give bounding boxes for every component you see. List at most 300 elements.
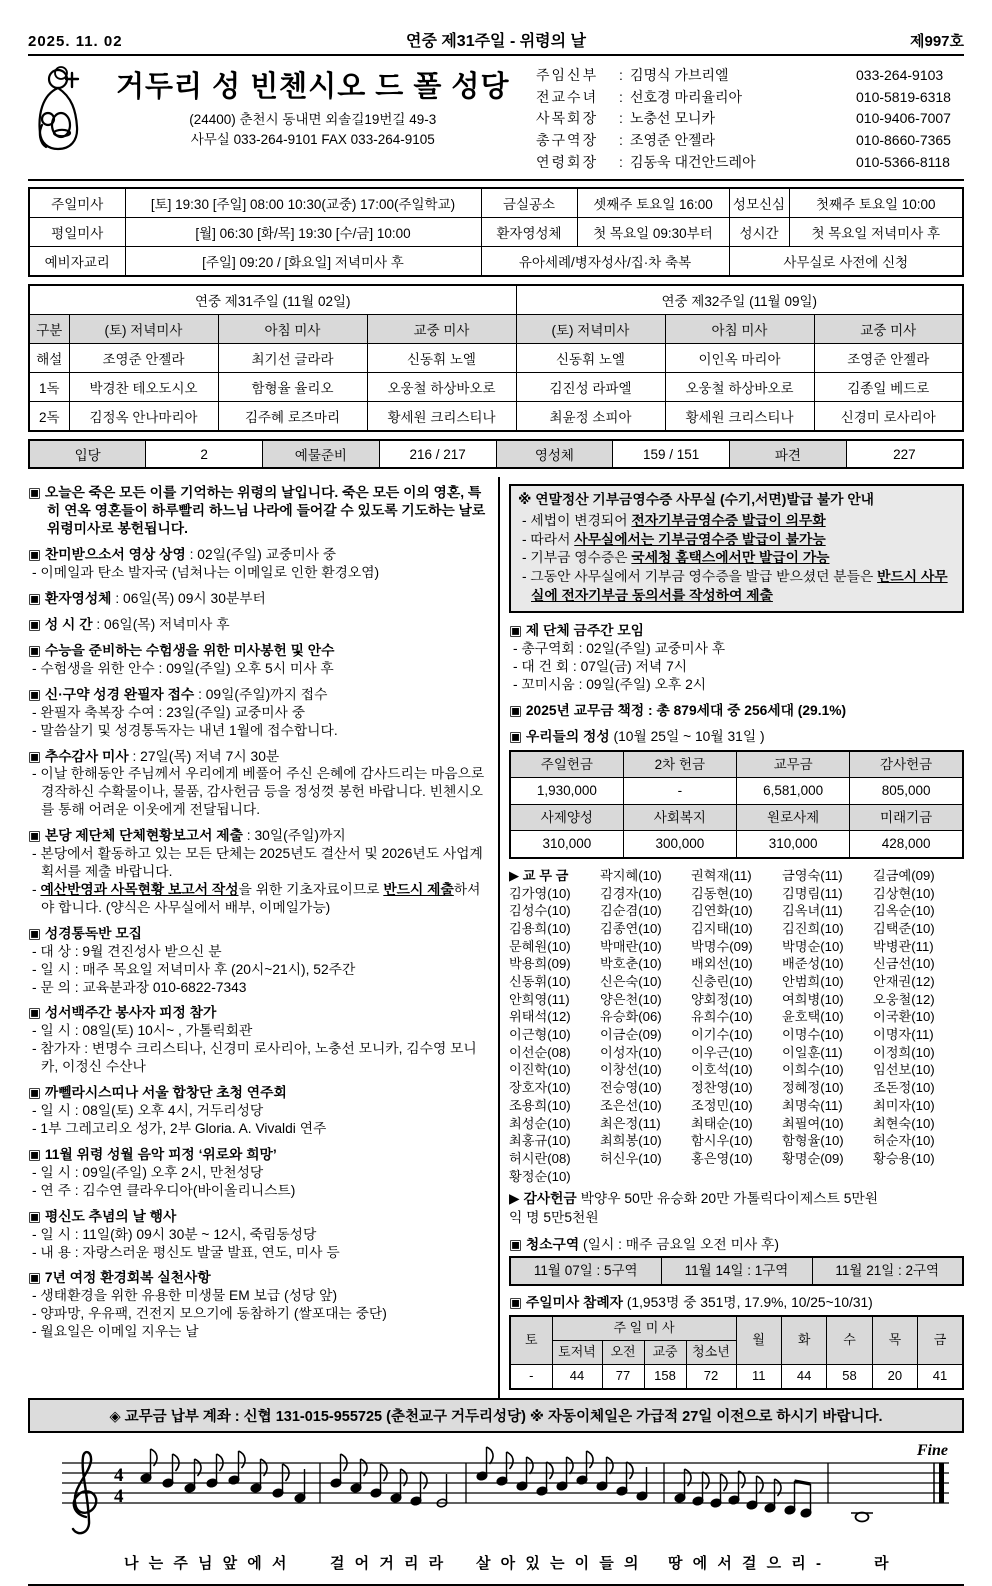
text-run: : 06일(목) 09시 30분부터 (111, 591, 266, 607)
donor-name: 황정순(10) (509, 1168, 571, 1184)
bulletin-section (28, 546, 490, 582)
section-heading (28, 1208, 490, 1226)
donor-name: 김명림(11) (782, 885, 843, 901)
right-column (498, 477, 964, 1397)
table-row (29, 402, 963, 432)
text-run: ▣ 제 단체 금주간 모임 (509, 623, 644, 639)
offering-header: 사회복지 (623, 804, 736, 831)
text-run: - (32, 881, 41, 897)
donor-name: 조정민(10) (691, 1097, 753, 1113)
church-address: (24400) 춘천시 동내면 외솔길19번길 49-3 (189, 112, 437, 127)
donor-name: 이일훈(11) (782, 1044, 843, 1060)
attendance-count: 158 (644, 1364, 686, 1388)
donor-name: 김옥순(10) (873, 903, 935, 919)
donor-name: 이정희(10) (873, 1044, 935, 1060)
weekly-meetings-section (509, 622, 964, 694)
donor-name: 허신우(10) (600, 1150, 662, 1166)
thanks-line: 익 명 5만5천원 (509, 1209, 599, 1225)
role-person: 이인옥 마리아 (665, 344, 814, 373)
donor-name: 최현숙(10) (873, 1115, 935, 1131)
donor-name: 이창선(10) (600, 1062, 662, 1078)
donor-name: 함시우(10) (691, 1133, 753, 1149)
lyric-group: 땅 에 서 걸 으 리 - (668, 1554, 824, 1572)
role-person: 김진성 라파엘 (516, 373, 665, 402)
donor-name: 이국환(10) (873, 1009, 935, 1025)
contact-person: 노충선 모니카 (630, 110, 716, 127)
role-person: 조영준 안젤라 (69, 344, 218, 373)
donor-name: 안범희(10) (782, 974, 844, 990)
donor-name: 여희병(10) (782, 991, 844, 1007)
contact-sep: : (619, 88, 623, 105)
text-run: - 기부금 영수증은 (522, 550, 632, 566)
donor-name: 박호춘(10) (600, 956, 662, 972)
donor-name: 이기수(10) (691, 1027, 753, 1043)
role-label: 1독 (29, 373, 69, 402)
donor-name: 배준성(10) (782, 956, 844, 972)
donor-name: 김옥녀(11) (782, 903, 843, 919)
donor-name: 안희영(11) (509, 991, 570, 1007)
text-run: (10월 25일 ~ 10월 31일 ) (609, 728, 765, 744)
schedule-value: 사무실로 사전에 신청 (729, 247, 963, 277)
contact-row (536, 152, 964, 174)
donor-name: 이금순(09) (600, 1027, 662, 1043)
text-run: - 따라서 (522, 531, 575, 547)
offering-header: 사제양성 (510, 804, 623, 831)
contact-person: 조영준 안젤라 (630, 132, 716, 149)
schedule-value: 첫 목요일 저녁미사 후 (789, 218, 963, 247)
mass-schedule-table (28, 187, 964, 277)
role-person: 최윤정 소피아 (516, 402, 665, 432)
tax-receipt-notice-box (509, 484, 964, 613)
donor-name: 유희수(10) (691, 1009, 753, 1025)
attendance-table (509, 1315, 964, 1390)
role-person: 최기선 글라라 (218, 344, 367, 373)
attendance-header: 월 (736, 1316, 781, 1364)
donor-name: 박병관(11) (873, 938, 934, 954)
section-line: - 완필자 축복장 수여 : 23일(주일) 교중미사 중 (32, 704, 306, 720)
donor-name: 김순겸(10) (600, 903, 662, 919)
meeting-line: - 꼬미시움 : 09일(주일) 오후 2시 (513, 676, 707, 692)
donor-list-label: ▶ 교 무 금 (509, 867, 569, 883)
cleaning-table (509, 1256, 964, 1286)
role-person: 김종일 베드로 (814, 373, 963, 402)
lyric-group: 나 는 주 님 앞 에 서 (124, 1554, 290, 1572)
contact-role: 사목회장 (536, 110, 599, 127)
bulletin-section (28, 1004, 490, 1076)
section-line: - 양파망, 우유팩, 건전지 모으기에 동참하기 (쌀포대는 중단) (32, 1306, 387, 1322)
attendance-count: 41 (918, 1364, 963, 1388)
contact-row (536, 87, 964, 109)
donor-name: 신충린(10) (691, 974, 753, 990)
column-header: 아침 미사 (218, 315, 367, 344)
text-run: ▣ 7년 여정 환경회복 실천사항 (28, 1270, 211, 1286)
cleaning-section (509, 1236, 964, 1286)
bulletin-section (28, 616, 490, 634)
text-run: ▣ 청소구역 (509, 1236, 580, 1252)
contact-role: 전교수녀 (536, 88, 599, 105)
notice-line (518, 531, 955, 550)
section-line: - 수험생을 위한 안수 : 09일(주일) 오후 5시 미사 후 (32, 660, 334, 676)
section-heading (509, 1294, 964, 1312)
donor-name: 김택준(10) (873, 920, 935, 936)
donor-name: 김용희(10) (509, 920, 571, 936)
role-person: 김주혜 로즈마리 (218, 402, 367, 432)
church-header (28, 56, 964, 181)
table-row (29, 188, 963, 218)
offering-amount: 6,581,000 (737, 778, 850, 805)
pledge-section (509, 702, 964, 720)
donor-name: 임선보(10) (873, 1062, 935, 1078)
donor-name: 이선순(08) (509, 1044, 571, 1060)
text-run: (1,953명 중 351명, 17.9%, 10/25~10/31) (623, 1295, 873, 1310)
section-line: - 참가자 : 변명수 크리스티나, 신경미 로사리아, 노충선 모니카, 김수영 모니카, 이정신 수산나 (32, 1041, 477, 1075)
attendance-count: 11 (736, 1364, 781, 1388)
week-title: 연중 제31주일 (11월 02일) (29, 285, 516, 315)
donor-name: 최명숙(11) (782, 1097, 843, 1113)
notice-line (518, 512, 955, 531)
bulletin-section (28, 1084, 490, 1138)
text-run: 반드시 사무실에 전자기부금 동의서를 작성하여 제출 (531, 568, 948, 603)
hymn-label: 영성체 (496, 440, 613, 468)
attendance-header: 수 (827, 1316, 872, 1364)
schedule-value: [주일] 09:20 / [화요일] 저녁미사 후 (125, 247, 481, 277)
offering-amount: 310,000 (737, 831, 850, 858)
donor-name: 전승영(10) (600, 1080, 662, 1096)
column-header: 교중 미사 (367, 315, 516, 344)
donor-name: 위태석(12) (509, 1009, 571, 1025)
section-line (28, 881, 490, 917)
contact-row (536, 65, 964, 87)
section-heading (28, 590, 490, 608)
text-run: - 세법이 변경되어 (522, 513, 632, 529)
schedule-value: [월] 06:30 [화/목] 19:30 [수/금] 10:00 (125, 218, 481, 247)
issue-number: 제997호 (909, 33, 964, 50)
role-person: 조영준 안젤라 (814, 344, 963, 373)
column-header: 구분 (29, 315, 69, 344)
role-person: 오웅철 하상바오로 (367, 373, 516, 402)
section-heading (28, 748, 490, 766)
text-run: ▣ 평신도 추념의 날 행사 (28, 1208, 177, 1224)
text-run: ▣ 성 시 간 (28, 616, 93, 632)
table-row (29, 218, 963, 247)
offering-amount: - (623, 778, 736, 805)
donor-name: 홍은영(10) (691, 1150, 753, 1166)
offering-table (509, 750, 964, 859)
donor-name: 조돈정(10) (873, 1080, 935, 1096)
notice-lines (518, 512, 955, 605)
text-run: (일시 : 매주 금요일 오전 미사 후) (579, 1236, 779, 1252)
donor-name: 최태순(10) (691, 1115, 753, 1131)
contact-list (536, 63, 964, 173)
donor-name: 양은천(10) (600, 991, 662, 1007)
hymn-lyrics (28, 1552, 964, 1574)
contact-row (536, 108, 964, 130)
donor-name: 최미자(10) (873, 1097, 935, 1113)
section-heading (28, 642, 490, 660)
table-row (510, 1257, 963, 1285)
schedule-label: 성시간 (729, 218, 789, 247)
section-heading (509, 702, 964, 720)
contact-role: 총구역장 (536, 132, 599, 149)
text-run: - 그동안 사무실에서 기부금 영수증을 발급 받으셨던 분들은 (522, 568, 878, 584)
donor-name: 김경자(10) (600, 885, 662, 901)
section-heading (28, 1004, 490, 1022)
section-line: - 일 시 : 08일(토) 10시~ , 가톨릭회관 (32, 1023, 253, 1039)
thanks-label: ▶ 감사헌금 (509, 1191, 577, 1207)
section-line: - 이날 한해동안 주님께서 우리에게 베풀어 주신 은혜에 감사드리는 마음으로 경작하신 수확물이나, 물품, 감사헌금 등을 정성껏 봉헌 바랍니다. 빈첸시오를 통해 어려운 이웃에게 전달됩니다. (32, 766, 485, 818)
section-line: - 월요일은 이메일 지우는 날 (32, 1324, 199, 1340)
text-run: : 30일(주일)까지 (242, 828, 346, 844)
table-row (29, 315, 963, 344)
offering-amount: 805,000 (850, 778, 963, 805)
offering-header: 교무금 (737, 751, 850, 778)
donor-name: 유승화(06) (600, 1009, 662, 1025)
schedule-value: [토] 19:30 [주일] 08:00 10:30(교중) 17:00(주일학교) (125, 188, 481, 218)
donor-name: 양회정(10) (691, 991, 753, 1007)
text-run: : 09일(주일)까지 접수 (194, 686, 328, 702)
donor-name: 허순자(10) (873, 1133, 935, 1149)
column-header: 아침 미사 (665, 315, 814, 344)
section-line: - 생태환경을 위한 유용한 미생물 EM 보급 (성당 앞) (32, 1288, 338, 1304)
offering-amount: 300,000 (623, 831, 736, 858)
role-label: 2독 (29, 402, 69, 432)
bulletin-section (28, 748, 490, 820)
role-person: 박경찬 테오도시오 (69, 373, 218, 402)
contact-phone: 010-5366-8118 (856, 153, 950, 170)
donor-name: 김지태(10) (691, 920, 753, 936)
section-heading (28, 925, 490, 943)
text-run: 전자기부금영수증 발급이 의무화 (631, 513, 826, 529)
table-row (29, 344, 963, 373)
text-run: 사무실에서는 기부금영수증 발급이 불가능 (574, 531, 826, 547)
table-row (510, 831, 963, 858)
donor-name: 조은선(10) (600, 1097, 662, 1113)
donor-name: 최성순(10) (509, 1115, 571, 1131)
donor-name: 장호자(10) (509, 1080, 571, 1096)
schedule-label: 성모신심 (729, 188, 789, 218)
hymn-label: 입당 (29, 440, 146, 468)
donor-name: 안재권(12) (873, 974, 935, 990)
donor-name: 이호석(10) (691, 1062, 753, 1078)
donor-name: 김진희(10) (782, 920, 844, 936)
text-run: ▣ 우리들의 정성 (509, 728, 610, 744)
hymn-number: 2 (146, 440, 263, 468)
offering-amount: 1,930,000 (510, 778, 623, 805)
donor-name: 이명자(11) (873, 1027, 934, 1043)
attendance-count: 58 (827, 1364, 872, 1388)
donor-name: 박명순(10) (782, 938, 844, 954)
text-run: 국세청 홈택스에서만 발급이 가능 (631, 550, 830, 566)
attendance-header: 화 (781, 1316, 826, 1364)
donor-name: 오웅철(12) (873, 991, 935, 1007)
offering-amount: 428,000 (850, 831, 963, 858)
attendance-header: 목 (872, 1316, 917, 1364)
contact-sep: : (619, 110, 623, 127)
contact-role: 주임신부 (536, 67, 599, 83)
text-run: ▣ 2025년 교무금 책정 : 총 879세대 중 256세대 (29.1%) (509, 702, 847, 718)
cleaning-cell: 11월 21일 : 2구역 (812, 1257, 963, 1285)
donor-name: 문혜원(10) (509, 938, 571, 954)
offering-section (509, 728, 964, 859)
contact-person: 선호경 마리율리아 (630, 88, 743, 105)
section-heading (28, 484, 490, 538)
role-label: 해설 (29, 344, 69, 373)
section-line: - 내 용 : 자랑스러운 평신도 발굴 발표, 연도, 미사 등 (32, 1244, 340, 1260)
donor-name: 김동현(10) (691, 885, 753, 901)
attendance-header: 주 일 미 사 (552, 1316, 736, 1340)
donor-name: 권혁재(11) (691, 867, 752, 883)
contact-phone: 010-8660-7365 (856, 132, 951, 149)
section-heading (28, 1146, 490, 1164)
donor-name: 황명순(09) (782, 1150, 844, 1166)
column-header: 교중 미사 (814, 315, 963, 344)
bulletin-section (28, 1269, 490, 1341)
section-line: - 일 시 : 11일(화) 09시 30분 ~ 12시, 죽림동성당 (32, 1226, 317, 1242)
music-notes (140, 1447, 944, 1522)
donor-name: 윤호택(10) (782, 1009, 844, 1025)
donor-name: 이우근(10) (691, 1044, 753, 1060)
thanks-offering (509, 1190, 964, 1227)
meeting-line: - 대 건 회 : 07일(금) 저녁 7시 (513, 659, 688, 675)
text-run: ▣ 추수감사 미사 (28, 748, 129, 764)
bulletin-section (28, 1146, 490, 1200)
donor-name: 김종연(10) (600, 920, 662, 936)
section-line: - 1부 그레고리오 성가, 2부 Gloria. A. Vivaldi 연주 (32, 1121, 327, 1137)
section-heading (509, 728, 964, 746)
schedule-value: 셋째주 토요일 16:00 (577, 188, 729, 218)
offering-header: 감사헌금 (850, 751, 963, 778)
bulletin-section (28, 1208, 490, 1262)
page-title: 연중 제31주일 - 위령의 날 (405, 33, 586, 50)
donor-name: 함형율(10) (782, 1133, 844, 1149)
pledge-donor-list (509, 867, 964, 1185)
hymn-label: 예물준비 (263, 440, 380, 468)
table-row (510, 751, 963, 778)
section-line: - 이메일과 탄소 발자국 (넘쳐나는 이메일로 인한 환경오염) (32, 565, 380, 581)
left-column (28, 477, 498, 1397)
lyric-group: 라 (874, 1554, 892, 1572)
donor-name: 김가영(10) (509, 885, 571, 901)
table-row (510, 778, 963, 805)
bulletin-section (28, 827, 490, 917)
donor-name: 허시란(08) (509, 1150, 571, 1166)
meeting-lines (509, 640, 964, 694)
hymn-number: 159 / 151 (613, 440, 730, 468)
table-row (29, 247, 963, 277)
donor-name: 길금예(09) (873, 867, 935, 883)
text-run: 을 위한 기초자료이므로 (238, 881, 384, 897)
attendance-subheader: 토저녁 (552, 1340, 602, 1364)
role-person: 황세원 크리스티나 (665, 402, 814, 432)
contact-row (536, 130, 964, 152)
table-row (510, 804, 963, 831)
lyric-group: 살 아 있 는 이 들 의 (476, 1554, 642, 1572)
donor-name: 박명수(09) (691, 938, 753, 954)
text-run: ▣ 본당 제단체 단체현황보고서 제출 (28, 828, 243, 844)
donor-name: 곽지혜(10) (600, 867, 662, 883)
section-heading (28, 686, 490, 704)
text-run: ▣ 신·구약 성경 완필자 접수 (28, 686, 195, 702)
text-run: ▣ 환자영성체 (28, 591, 112, 607)
donor-name: 신금선(10) (873, 956, 935, 972)
table-row (29, 373, 963, 402)
cleaning-cell: 11월 07일 : 5구역 (510, 1257, 661, 1285)
attendance-header: 금 (918, 1316, 963, 1364)
bulletin-section (28, 590, 490, 608)
church-office-phone: 사무실 033-264-9101 FAX 033-264-9105 (190, 132, 435, 148)
section-line: - 일 시 : 08일(토) 오후 4시, 거두리성당 (32, 1103, 264, 1119)
schedule-label: 환자영성체 (481, 218, 577, 247)
donor-name: 정혜정(10) (782, 1080, 844, 1096)
text-run: : 27일(목) 저녁 7시 30분 (128, 748, 280, 764)
role-person: 신동휘 노엘 (367, 344, 516, 373)
contact-phone: 010-9406-7007 (856, 110, 951, 127)
role-person: 신동휘 노엘 (516, 344, 665, 373)
attendance-count: - (510, 1364, 552, 1388)
contact-phone: 033-264-9103 (856, 67, 944, 83)
role-person: 오웅철 하상바오로 (665, 373, 814, 402)
hymn-label: 파견 (730, 440, 847, 468)
attendance-subheader: 오전 (602, 1340, 644, 1364)
hymn-number: 216 / 217 (379, 440, 496, 468)
schedule-value: 첫 목요일 09:30부터 (577, 218, 729, 247)
attendance-subheader: 교중 (644, 1340, 686, 1364)
hymn-number: 227 (846, 440, 963, 468)
bulletin-section (28, 925, 490, 997)
issue-date: 2025. 11. 02 (28, 33, 123, 50)
text-run: ▣ 수능을 준비하는 수험생을 위한 미사봉헌 및 안수 (28, 642, 335, 658)
contact-role: 연령회장 (536, 153, 599, 170)
column-header: (토) 저녁미사 (69, 315, 218, 344)
donor-name: 이근형(10) (509, 1027, 571, 1043)
table-row (29, 440, 963, 468)
schedule-label: 주일미사 (29, 188, 125, 218)
schedule-label: 평일미사 (29, 218, 125, 247)
notice-line (518, 549, 955, 568)
table-row (29, 285, 963, 315)
donor-name: 신동휘(10) (509, 974, 571, 990)
offering-header: 미래기금 (850, 804, 963, 831)
donor-name: 이성자(10) (600, 1044, 662, 1060)
table-row (510, 1364, 963, 1388)
donor-name: 박매란(10) (600, 938, 662, 954)
church-logo-icon (28, 63, 108, 153)
section-heading (509, 622, 964, 640)
schedule-value: 첫째주 토요일 10:00 (789, 188, 963, 218)
meeting-line: - 총구역회 : 02일(주일) 교중미사 후 (513, 641, 726, 657)
contact-person: 김명식 가브리엘 (630, 67, 729, 83)
text-run: : 06일(목) 저녁미사 후 (92, 616, 230, 632)
donor-name: 박용희(09) (509, 956, 571, 972)
notice-title: ※ 연말정산 기부금영수증 사무실 (수기,서면)발급 불가 안내 (518, 492, 874, 508)
attendance-count: 77 (602, 1364, 644, 1388)
contact-sep: : (619, 67, 623, 83)
section-heading (28, 616, 490, 634)
contact-phone: 010-5819-6318 (856, 88, 951, 105)
section-line: - 문 의 : 교육분과장 010-6822-7343 (32, 979, 247, 995)
donor-name: 이명수(10) (782, 1027, 844, 1043)
column-header: (토) 저녁미사 (516, 315, 665, 344)
lyric-group: 걸 어 거 리 라 (330, 1554, 447, 1572)
donor-name: 조용희(10) (509, 1097, 571, 1113)
section-line: - 일 시 : 09일(주일) 오후 2시, 만천성당 (32, 1164, 264, 1180)
bulletin-section (28, 484, 490, 538)
section-line: - 대 상 : 9월 견진성사 받으신 분 (32, 943, 222, 959)
role-person: 함형율 율리오 (218, 373, 367, 402)
offering-amount: 310,000 (510, 831, 623, 858)
bulletin-section (28, 642, 490, 678)
cleaning-cell: 11월 14일 : 1구역 (661, 1257, 812, 1285)
